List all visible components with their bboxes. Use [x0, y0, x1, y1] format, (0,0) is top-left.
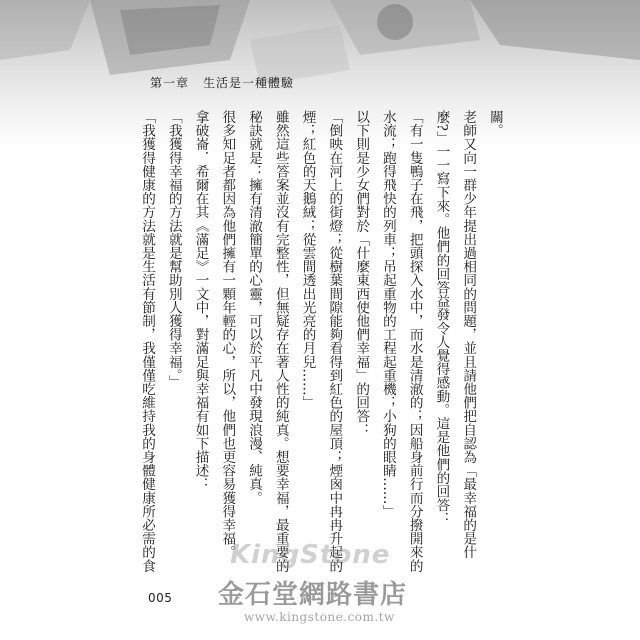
text-column: 「倒映在河上的街燈；從樹葉間隙能夠看得到紅色的屋頂；煙囪中冉冉升起的 [326, 110, 343, 573]
chapter-number: 第一章 [150, 76, 190, 90]
text-column: 秘訣就是：擁有清澈簡單的心靈，可以於平凡中發現浪漫、純真。 [246, 110, 263, 505]
text-column: 很多知足者都因為他們擁有一顆年輕的心，所以，他們也更容易獲得幸福。 [219, 110, 236, 559]
text-column: 煙；紅色的天鵝絨；從雲間透出光亮的月兒……」 [299, 110, 316, 410]
watermark-logo: KingStone [230, 540, 391, 570]
text-column: 「我獲得健康的方法就是生活有節制，我僅僅吃維持我的身體健康所必需的食 [139, 110, 155, 573]
text-column: 「有一隻鴨子在飛，把頭探入水中，而水是清澈的；因船身前行而分撥開來的 [406, 110, 423, 573]
text-column: 老師又向一群少年提出過相同的問題，並且請他們把自認為「最幸福的是什 [460, 110, 477, 559]
watermark-store-name: 金石堂網路書店 [218, 580, 408, 610]
watermark-url: www.kingstone.com.tw [244, 610, 395, 624]
text-column: 「我獲得幸福的方法就是幫助別人獲得幸福。」 [165, 110, 182, 389]
chapter-title: 生活是一種體驗 [203, 76, 295, 90]
chapter-heading [150, 74, 308, 91]
body-text [140, 110, 502, 588]
page-number: 005 [148, 591, 173, 605]
text-column: 以下則是少女們對於「什麼東西使他們幸福」的回答： [353, 110, 370, 437]
text-column: 水流；跑得飛快的列車；吊起重物的工程起重機；小狗的眼睛……」 [379, 110, 396, 518]
text-column: 麼?」一一寫下來。他們的回答益發令人覺得感動。這是他們的回答： [433, 110, 450, 526]
text-column: 雖然這些答案並沒有完整性，但無疑存在著人性的純真。想要幸福，最重要的 [272, 110, 289, 573]
text-column: 關。 [486, 110, 503, 138]
text-column: 拿破崙．希爾在其《滿足》一文中，對滿足與幸福有如下描述： [192, 110, 209, 491]
